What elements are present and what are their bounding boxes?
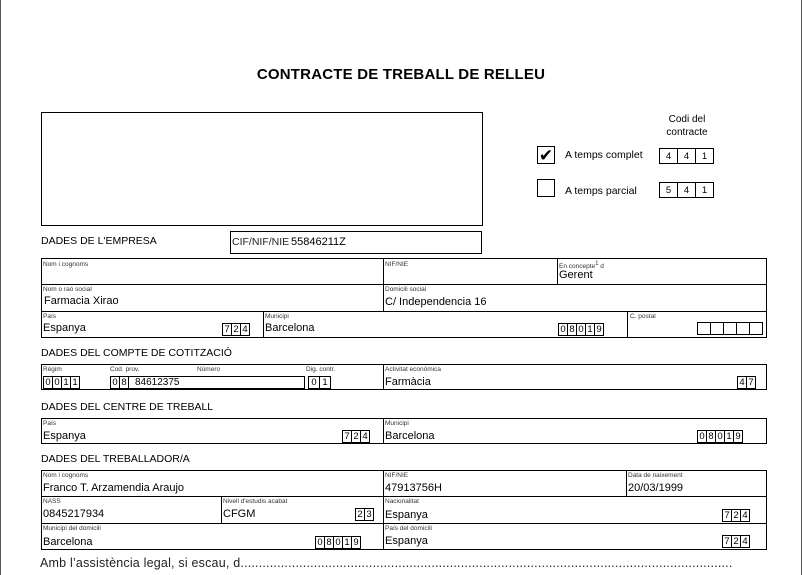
treb-nif-label: NIF/NIE — [385, 472, 409, 479]
code-digit: 4 — [677, 182, 696, 198]
divider — [626, 470, 627, 496]
treb-estudis-value[interactable]: CFGM — [223, 508, 256, 520]
treb-nacionalitat-label: Nacionalitat — [385, 498, 419, 505]
code-digit: 5 — [659, 182, 678, 198]
divider — [41, 496, 767, 497]
code-digit — [749, 322, 763, 335]
divider — [383, 470, 384, 550]
regim-code[interactable] — [43, 376, 80, 389]
activitat-code — [737, 376, 756, 389]
divider — [221, 496, 222, 523]
section-cotitzacio: DADES DEL COMPTE DE COTITZACIÓ — [41, 347, 232, 359]
treb-naix-label: Data de naixement — [628, 472, 683, 479]
code-digit: 1 — [342, 536, 352, 549]
divider — [383, 418, 384, 444]
code-digit: 0 — [315, 536, 325, 549]
activitat-value[interactable]: Farmàcia — [385, 376, 431, 388]
cif-value: 55846211Z — [291, 236, 346, 248]
code-digit: 7 — [722, 509, 732, 522]
treb-nacionalitat-code — [722, 509, 750, 522]
code-digit: 2 — [731, 535, 741, 548]
code-digit: 1 — [61, 376, 71, 389]
full-time-label: A temps complet — [565, 149, 643, 161]
numero-value: 84612375 — [135, 377, 180, 388]
treb-nass-label: NASS — [43, 498, 61, 505]
code-digit: 0 — [558, 323, 568, 336]
pais-label: País — [43, 313, 57, 320]
cpostal-label: C. postal — [630, 313, 656, 320]
code-digit: 7 — [722, 535, 732, 548]
code-digit: 8 — [567, 323, 577, 336]
code-digit: 3 — [364, 508, 374, 521]
treb-estudis-code — [355, 508, 374, 521]
concepte-value[interactable]: Gerent — [559, 269, 593, 281]
code-digit: 0 — [110, 376, 120, 389]
treb-mundom-value[interactable]: Barcelona — [43, 536, 93, 548]
treb-estudis-label: Nivell d'estudis acabat — [223, 498, 288, 505]
code-digit: 4 — [677, 148, 696, 164]
divider — [41, 523, 767, 524]
codprov-code[interactable] — [110, 376, 129, 389]
footnote-mark: 1 — [595, 261, 599, 267]
code-digit: 0 — [697, 430, 707, 443]
code-digit: 8 — [324, 536, 334, 549]
treb-nass-value[interactable]: 0845217934 — [43, 508, 105, 520]
centre-municipi-label: Municipi — [385, 420, 409, 427]
code-digit — [723, 322, 737, 335]
code-digit: 0 — [52, 376, 62, 389]
domicili-value[interactable]: C/ Independencia 16 — [385, 296, 487, 308]
pais-code — [222, 323, 250, 336]
divider — [41, 311, 767, 312]
code-digit: 2 — [351, 430, 361, 443]
pais-value[interactable]: Espanya — [43, 322, 86, 334]
code-digit — [736, 322, 750, 335]
section-centre: DADES DEL CENTRE DE TREBALL — [41, 401, 214, 413]
part-time-checkbox[interactable] — [537, 179, 555, 197]
cif-field[interactable] — [230, 231, 482, 254]
municipi-value[interactable]: Barcelona — [265, 322, 315, 334]
code-digit: 1 — [695, 182, 714, 198]
code-digit: 0 — [715, 430, 725, 443]
code-digit: 4 — [740, 535, 750, 548]
company-stamp-box[interactable] — [41, 112, 483, 226]
code-digit: 0 — [333, 536, 343, 549]
page-left-edge — [0, 0, 1, 575]
section-empresa: DADES DE L'EMPRESA — [41, 235, 157, 247]
part-time-label: A temps parcial — [565, 185, 637, 197]
numero-field[interactable] — [129, 376, 305, 389]
full-time-code — [659, 148, 714, 164]
activitat-label: Activitat econòmica — [385, 366, 441, 373]
divider — [627, 311, 628, 338]
code-digit: 1 — [724, 430, 734, 443]
part-time-code — [659, 182, 714, 198]
code-digit: 2 — [231, 323, 241, 336]
centre-municipi-value[interactable]: Barcelona — [385, 430, 435, 442]
treb-nacionalitat-value[interactable]: Espanya — [385, 509, 428, 521]
treb-naix-value[interactable]: 20/03/1999 — [628, 482, 684, 494]
code-digit: 8 — [119, 376, 129, 389]
regim-label: Règim — [43, 366, 62, 373]
legal-assistance-line[interactable]: Amb l’assistència legal, si escau, d...................................................................................................................................... — [40, 556, 733, 570]
section-treballador: DADES DEL TREBALLADOR/A — [41, 453, 190, 465]
code-digit — [697, 322, 711, 335]
centre-municipi-code — [697, 430, 743, 443]
code-digit: 8 — [706, 430, 716, 443]
treb-mundom-label: Municipi del domicili — [43, 525, 101, 532]
contract-code-header: Codi del contracte — [666, 114, 708, 138]
nom-label: Nom i cognoms — [43, 261, 89, 268]
rao-value[interactable]: Farmacia Xirao — [44, 295, 119, 307]
codprov-label: Cod. prov. — [110, 366, 140, 373]
concepte-label: En concepte$^1$ d — [559, 261, 604, 271]
divider — [383, 364, 384, 390]
code-digit: 0 — [43, 376, 53, 389]
code-digit — [710, 322, 724, 335]
code-digit: 2 — [355, 508, 365, 521]
code-digit: 9 — [733, 430, 743, 443]
treb-nif-value[interactable]: 47913756H — [385, 482, 442, 494]
document-title: CONTRACTE DE TREBALL DE RELLEU — [256, 66, 546, 83]
code-digit: 4 — [360, 430, 370, 443]
municipi-code — [558, 323, 604, 336]
treb-paisdom-value[interactable]: Espanya — [385, 535, 428, 547]
code-digit: 1 — [319, 376, 331, 389]
municipi-label: Municipi — [265, 313, 289, 320]
code-digit: 2 — [731, 509, 741, 522]
code-digit: 7 — [746, 376, 756, 389]
code-digit: 0 — [308, 376, 320, 389]
dig-code[interactable] — [308, 376, 331, 389]
centre-pais-code — [342, 430, 370, 443]
domicili-label: Domicili social — [385, 286, 427, 293]
code-digit: 9 — [594, 323, 604, 336]
treb-mundom-code — [315, 536, 361, 549]
treb-paisdom-label: País del domicili — [385, 525, 432, 532]
code-digit: 1 — [585, 323, 595, 336]
rao-label: Nom o raó social — [43, 286, 92, 293]
divider — [41, 284, 767, 285]
divider — [557, 258, 558, 284]
code-digit: 7 — [342, 430, 352, 443]
divider — [263, 311, 264, 338]
treb-paisdom-code — [722, 535, 750, 548]
centre-pais-value[interactable]: Espanya — [43, 430, 86, 442]
numero-label: Número — [197, 366, 221, 373]
centre-pais-label: País — [43, 420, 57, 427]
nif-label: NIF/NIE — [385, 261, 409, 268]
treb-nom-label: Nom i cognoms — [43, 472, 89, 479]
code-digit: 0 — [576, 323, 586, 336]
cif-label: CIF/NIF/NIE — [232, 236, 290, 248]
code-digit: 1 — [70, 376, 80, 389]
dig-label: Dig. contr. — [306, 366, 336, 373]
code-digit: 4 — [737, 376, 747, 389]
full-time-checkbox[interactable]: ✔ — [538, 146, 554, 165]
treb-nom-value[interactable]: Franco T. Arzamendia Araujo — [43, 482, 185, 494]
code-digit: 9 — [351, 536, 361, 549]
code-digit: 4 — [659, 148, 678, 164]
cpostal-code[interactable] — [697, 322, 763, 335]
code-digit: 4 — [740, 509, 750, 522]
divider — [383, 258, 384, 311]
code-digit: 1 — [695, 148, 714, 164]
code-digit: 4 — [240, 323, 250, 336]
code-digit: 7 — [222, 323, 232, 336]
